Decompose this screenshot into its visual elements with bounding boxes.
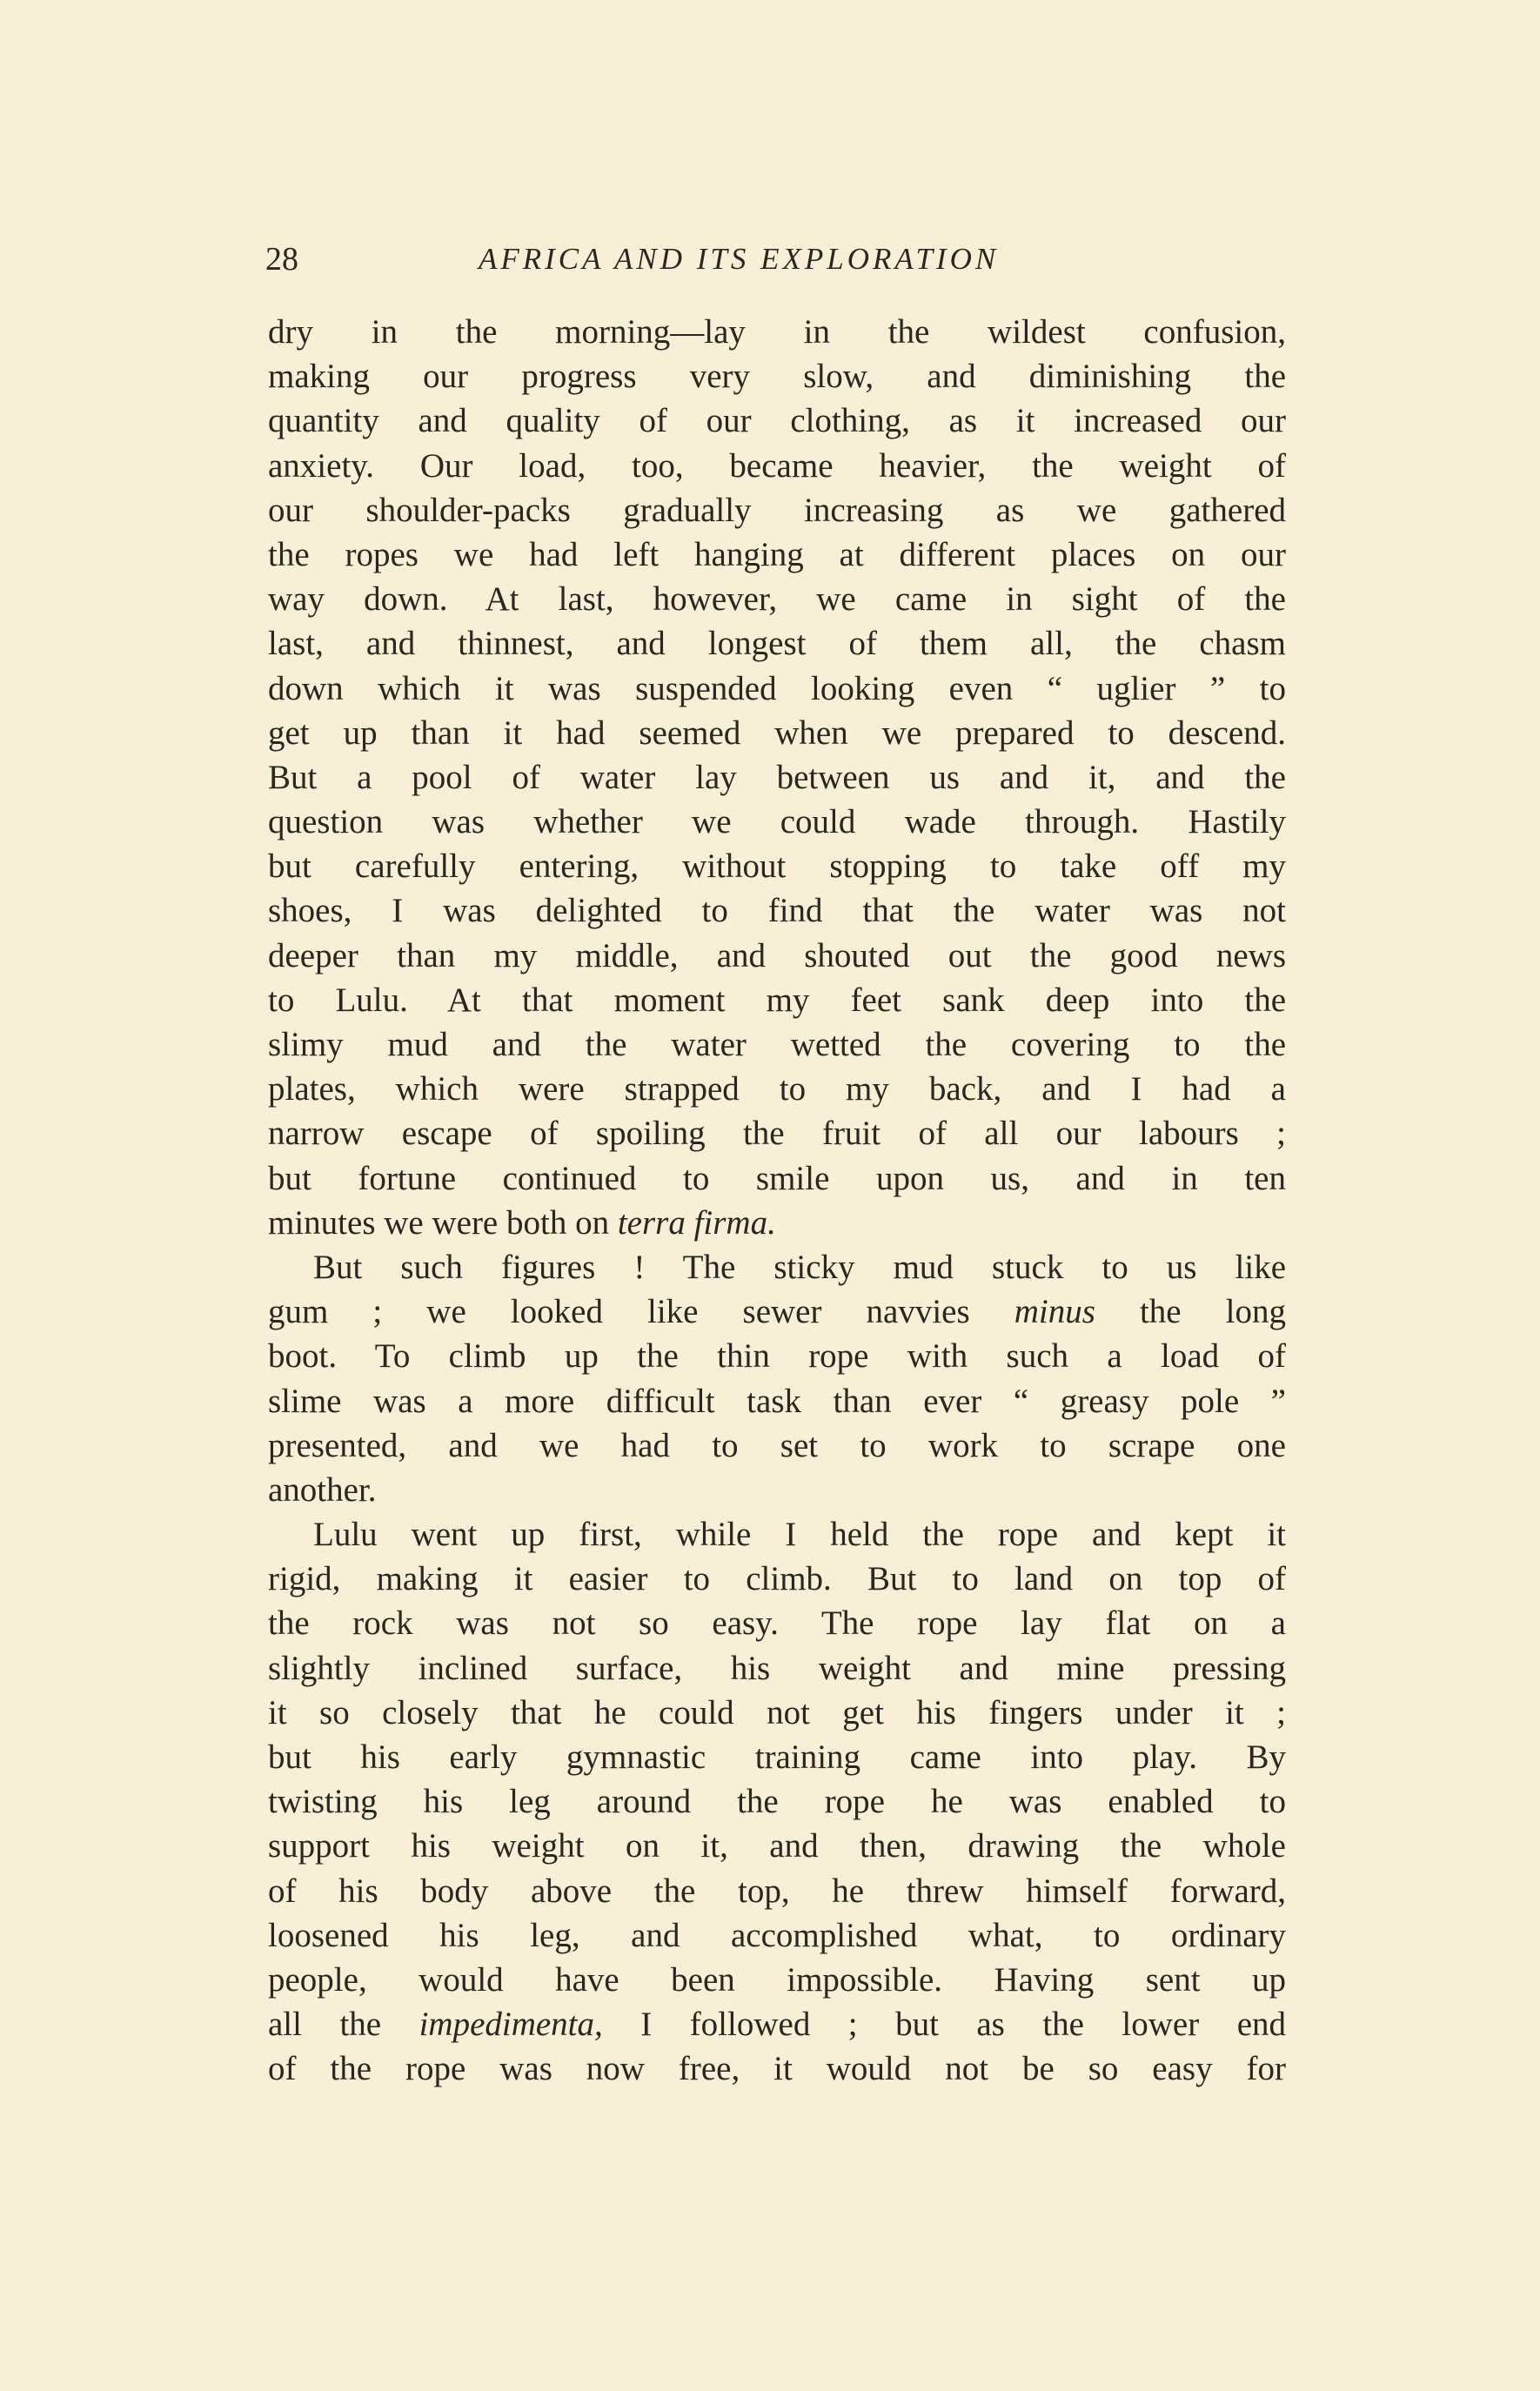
text-line: loosened his leg, and accomplished what, to ordinary [268,1916,1286,1954]
text-line: twisting his leg around the rope he was enabled to [268,1783,1286,1821]
text-line: of his body above the top, he threw himself forward, [268,1872,1286,1910]
italic-phrase: terra firma. [617,1203,776,1242]
text-line: the rock was not so easy. The rope lay flat on a [268,1604,1286,1643]
text-line: presented, and we had to set to work to scrape one [268,1426,1286,1464]
text-line: of the rope was now free, it would not be so easy for [268,2050,1286,2088]
text-line: question was whether we could wade through. Hastily [268,803,1286,841]
text-line: way down. At last, however, we came in sight of the [268,580,1286,619]
body-text [268,310,1286,2092]
running-head [265,233,1292,285]
text-segment: I followed ; but as the lower end [602,2006,1286,2044]
text-line: narrow escape of spoiling the fruit of all our labours ; [268,1115,1286,1153]
text-line: Lulu went up first, while I held the rope and kept it [313,1516,1286,1554]
text-line: dry in the morning—lay in the wildest confusion, [268,313,1286,351]
text-line: to Lulu. At that moment my feet sank deep into the [268,981,1286,1019]
text-line: get up than it had seemed when we prepared to descend. [268,713,1286,752]
text-line: deeper than my middle, and shouted out the good news [268,936,1286,974]
text-line: the ropes we had left hanging at different places on our [268,535,1286,573]
text-segment: all the [268,2006,419,2044]
text-line: support his weight on it, and then, drawing the whole [268,1827,1286,1865]
page-number: 28 [265,241,298,278]
text-line: another. [268,1470,377,1509]
text-line: plates, which were strapped to my back, and I had a [268,1070,1286,1108]
text-line: our shoulder-packs gradually increasing as we gathered [268,491,1286,529]
text-line: But a pool of water lay between us and it, and the [268,758,1286,796]
italic-phrase: minus [1014,1293,1095,1331]
text-line: slimy mud and the water wetted the covering to the [268,1026,1286,1063]
text-line: but his early gymnastic training came into play. By [268,1738,1286,1776]
text-line: but fortune continued to smile upon us, and in ten [268,1159,1286,1197]
text-segment: the long [1095,1293,1286,1331]
text-line: people, would have been impossible. Having sent up [268,1960,1286,1999]
text-line: slightly inclined surface, his weight and mine pressing [268,1649,1286,1687]
text-line [268,1201,1286,1245]
text-line: quantity and quality of our clothing, as it increased our [268,402,1286,440]
text-line: it so closely that he could not get his fingers under it ; [268,1693,1286,1731]
text-line: shoes, I was delighted to find that the water was not [268,892,1286,930]
text-line: boot. To climb up the thin rope with such a load of [268,1337,1286,1376]
text-line [268,2002,1286,2046]
text-line: rigid, making it easier to climb. But to land on top of [268,1560,1286,1598]
text-line: last, and thinnest, and longest of them all, the chasm [268,625,1286,663]
text-line: slime was a more difficult task than ever “ greasy pole ” [268,1382,1286,1420]
text-line: making our progress very slow, and diminishing the [268,358,1286,396]
text-line: But such figures ! The sticky mud stuck to us like [313,1248,1286,1286]
text-line: down which it was suspended looking even “ uglier ” to [268,669,1286,707]
text-line [268,1289,1286,1334]
running-title: AFRICA AND ITS EXPLORATION [479,242,1000,276]
text-line: anxiety. Our load, too, became heavier, the weight of [268,446,1286,485]
text-segment: minutes we were both on [268,1203,618,1242]
text-segment: gum ; we looked like sewer navvies [268,1293,1014,1331]
text-line: but carefully entering, without stopping to take off my [268,847,1286,886]
italic-phrase: impedimenta, [418,2006,603,2044]
